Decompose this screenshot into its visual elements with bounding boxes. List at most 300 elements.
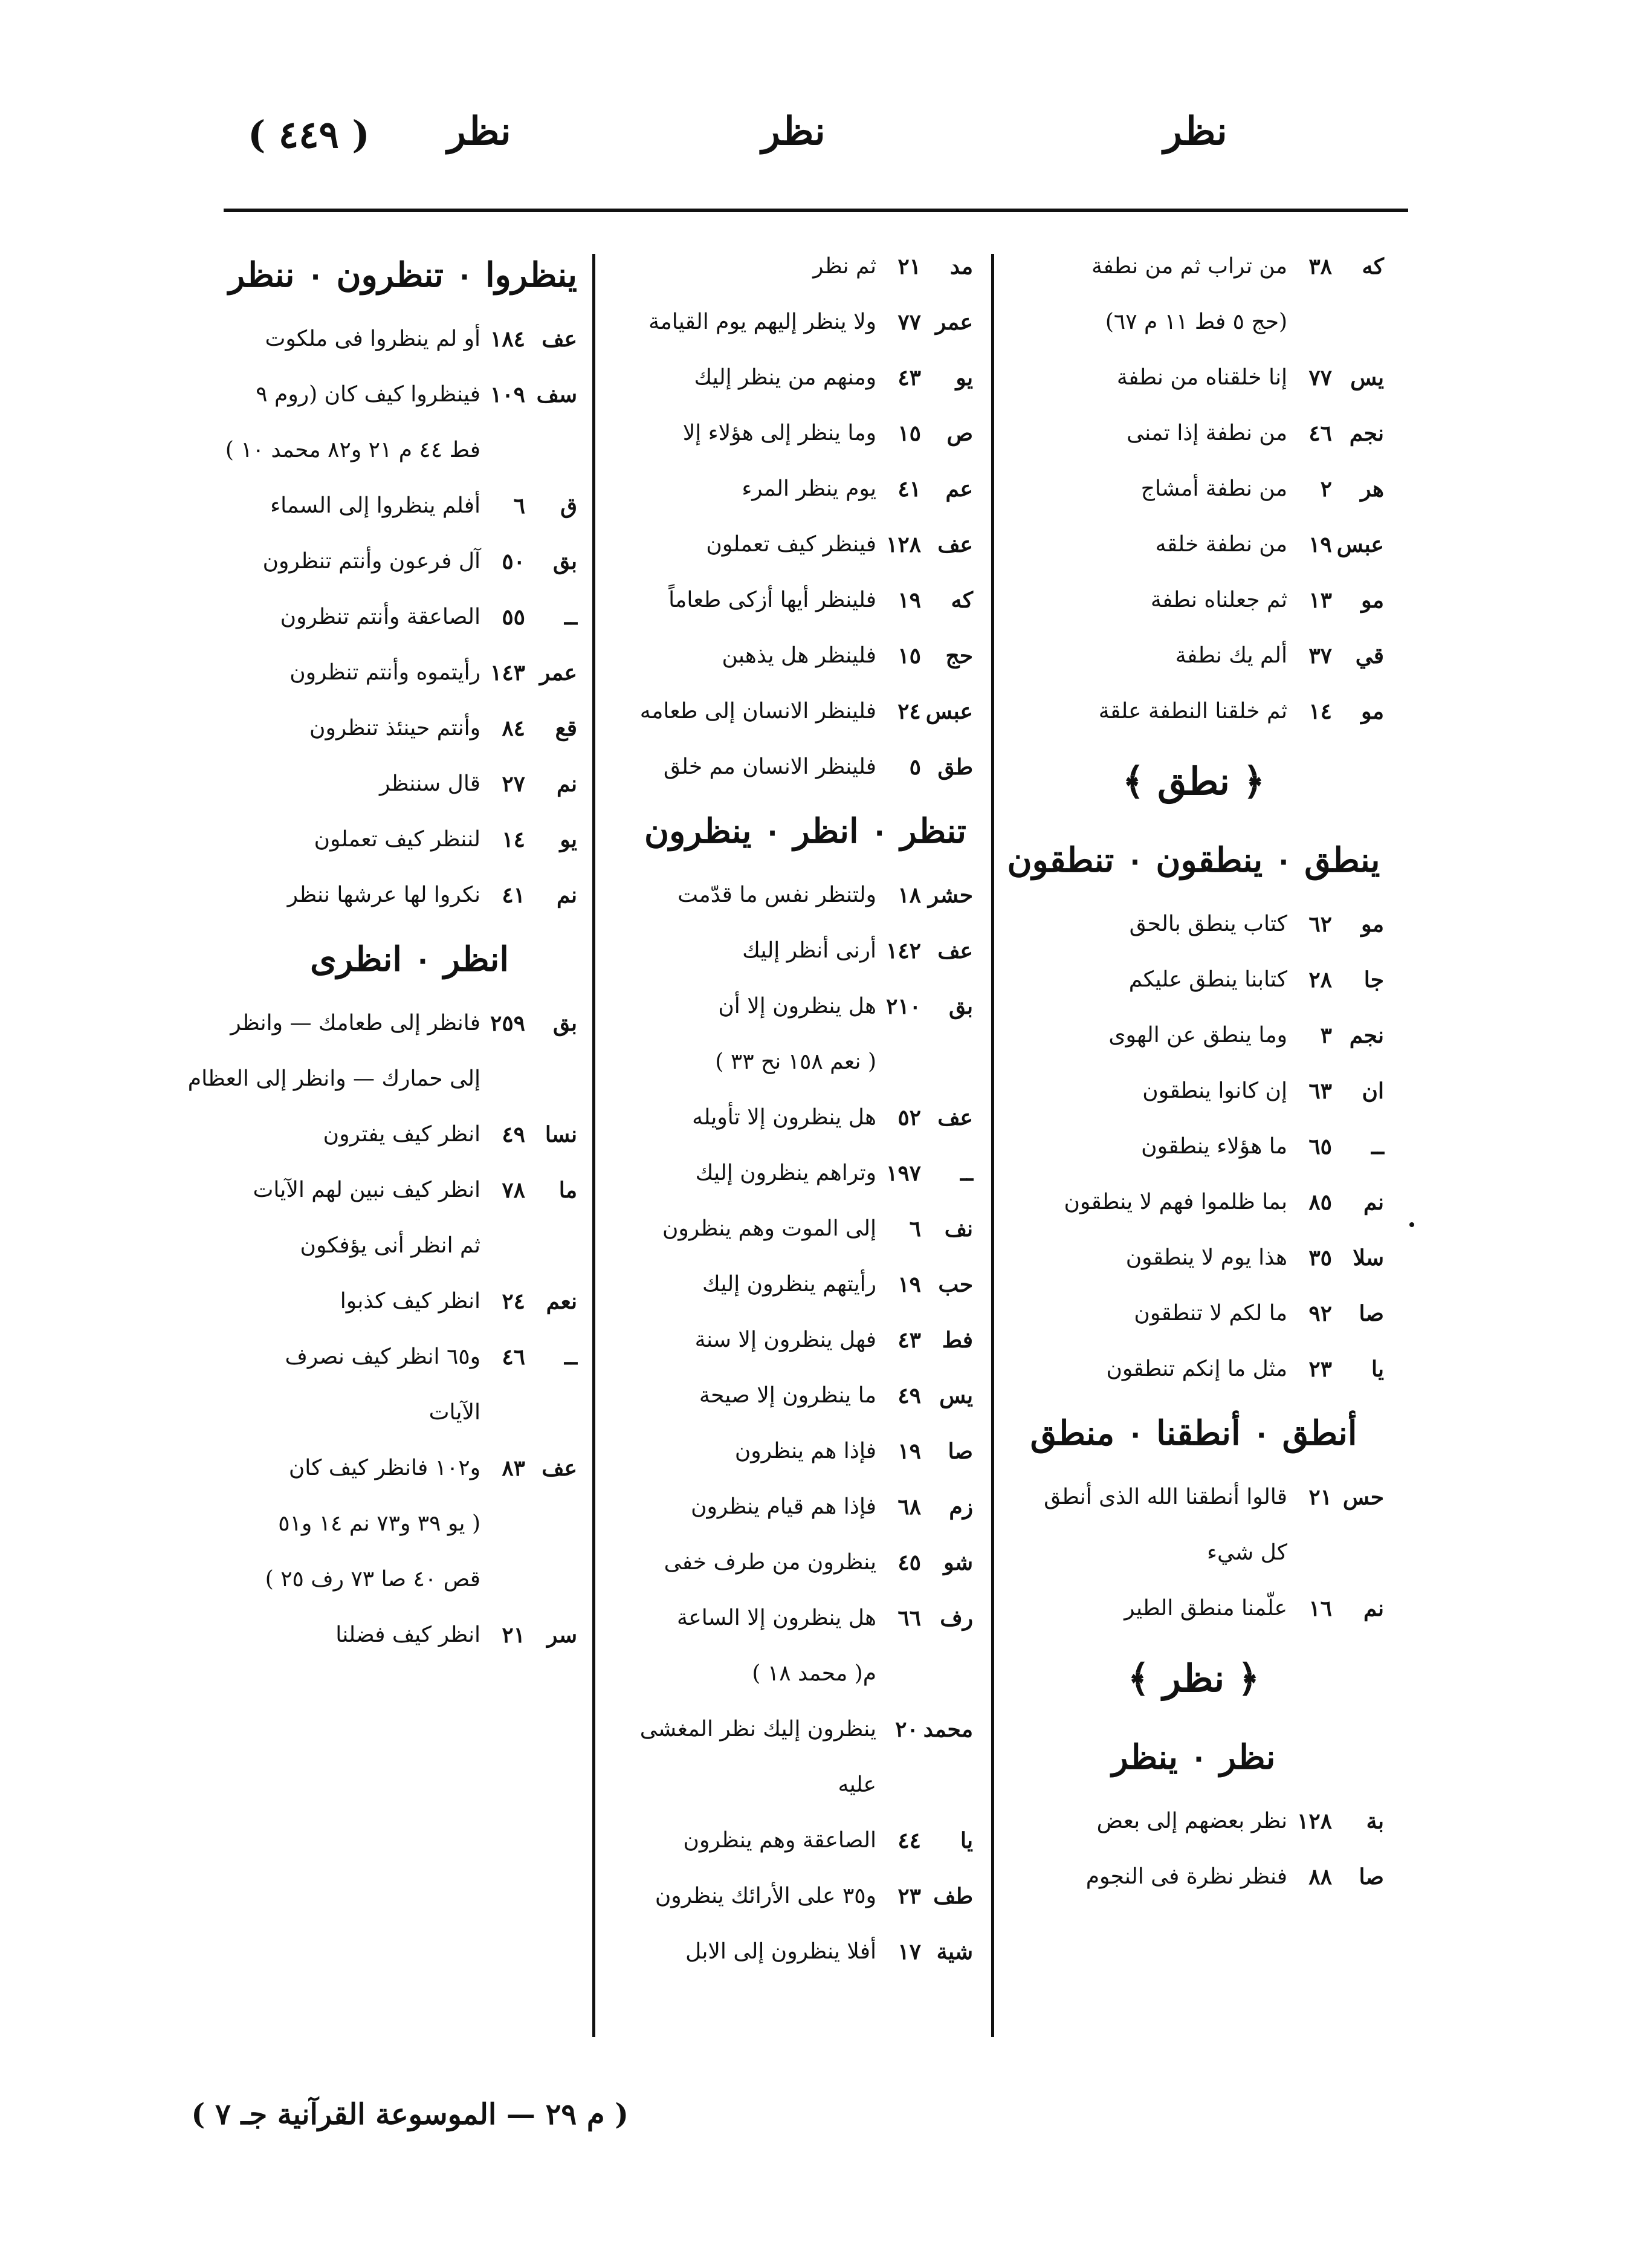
entry-row: [638, 1702, 973, 1757]
verse-number: ٤٦: [502, 1344, 525, 1370]
entry-reference: [1287, 1008, 1384, 1063]
entry-row: [242, 1440, 577, 1496]
entry-reference: [1287, 1230, 1384, 1286]
sura-abbrev: يس: [939, 1383, 973, 1408]
stray-dot: [1409, 1222, 1414, 1227]
sura-abbrev: يا: [960, 1828, 973, 1853]
sura-abbrev: عف: [542, 1456, 577, 1481]
entry-row: [1003, 1581, 1384, 1636]
verse-number: ٢٤: [502, 1289, 525, 1314]
sura-abbrev: عف: [937, 532, 973, 557]
sura-abbrev: نجم: [1349, 1023, 1384, 1048]
entry-text: نكروا لها عرشها ننظر: [287, 883, 480, 907]
entry-reference: [876, 350, 973, 406]
entry-row: [1003, 1063, 1384, 1119]
entry-text: هذا يوم لا ينطقون: [1125, 1245, 1287, 1270]
entry-text: و٣٥ على الأرائك ينظرون: [655, 1884, 876, 1908]
sura-abbrev: فط: [942, 1327, 973, 1353]
entry-reference: [1287, 461, 1384, 517]
entry-row: [1003, 350, 1384, 406]
sura-abbrev: يا: [1371, 1356, 1384, 1382]
verse-number: ١٦: [1308, 1596, 1332, 1621]
sura-abbrev: سلا: [1353, 1245, 1384, 1271]
entry-continuation: ( يو ٣٩ و٧٣ نم ١٤ و٥١: [278, 1511, 480, 1536]
verse-number: ٥: [909, 754, 921, 780]
column-divider-left: [592, 254, 595, 2037]
sura-abbrev: نم: [557, 883, 577, 908]
entry-row: [638, 1590, 973, 1646]
entry-reference: [480, 645, 577, 701]
entry-text: وما ينطق عن الهوى: [1108, 1023, 1287, 1048]
entry-text: انظر كيف كذبوا: [340, 1289, 480, 1314]
entry-row: [638, 1479, 973, 1535]
entry-row: [638, 1090, 973, 1145]
sura-abbrev: عف: [937, 938, 973, 964]
entry-reference: [876, 1813, 973, 1868]
header-word-right: نظر: [1163, 109, 1227, 154]
root-heading: ﴿ نطق ﴾: [1122, 759, 1265, 803]
sura-abbrev: شو: [943, 1550, 973, 1575]
entry-row: [242, 311, 577, 367]
entry-continuation: كل شيء: [1207, 1540, 1287, 1565]
entry-row: [1003, 952, 1384, 1008]
verse-number: ٣٧: [1308, 643, 1332, 669]
sura-abbrev: بق: [552, 1011, 577, 1036]
sura-abbrev: جا: [1363, 967, 1384, 993]
verse-number: ١٩: [897, 1272, 921, 1297]
verse-number: ٦٥: [1308, 1134, 1332, 1159]
header-word-left: نظر: [447, 109, 511, 154]
entry-reference: [480, 478, 577, 534]
entry-row: [1003, 572, 1384, 628]
verse-number: ١٢٨: [885, 532, 921, 557]
sura-abbrev: بة: [1366, 1809, 1384, 1834]
entry-text: الصاعقة وهم ينظرون: [683, 1828, 876, 1853]
entry-text: من نطفة إذا تمنى: [1127, 421, 1287, 446]
verse-number: ٤٣: [897, 1327, 921, 1353]
section-heading: ينطق ۰ ينطقون ۰ تنطقون: [1007, 840, 1380, 880]
sura-abbrev: صا: [948, 1439, 973, 1464]
sura-abbrev: كه: [951, 588, 973, 613]
entry-row: [638, 294, 973, 350]
entry-reference: [876, 294, 973, 350]
verse-number: ٤١: [897, 476, 921, 502]
entry-text: ولتنظر نفس ما قدّمت: [677, 883, 876, 907]
entry-reference: [876, 406, 973, 461]
verse-number: ١٨٤: [490, 326, 525, 352]
entry-reference: [876, 923, 973, 979]
verse-number: ٤٩: [502, 1122, 525, 1147]
entry-continuation: ( نعم ١٥٨ نح ٣٣ ): [715, 1049, 876, 1074]
sura-abbrev: حج: [945, 643, 973, 669]
entry-text: ما هؤلاء ينطقون: [1141, 1134, 1287, 1159]
entry-row: [638, 1813, 973, 1868]
verse-number: ٦: [909, 1216, 921, 1242]
verse-number: ٢٤: [897, 699, 921, 724]
sura-abbrev: ــ: [960, 1161, 973, 1186]
page-header: [224, 109, 1227, 175]
entry-row: [242, 867, 577, 923]
sura-abbrev: قع: [555, 716, 577, 741]
entry-row: [638, 517, 973, 572]
entry-text: فلينظر الانسان إلى طعامه: [639, 699, 876, 724]
entry-text: كتابنا ينطق عليكم: [1128, 967, 1287, 992]
sura-abbrev: ق: [560, 493, 577, 519]
entry-row: [242, 812, 577, 867]
entry-reference: [480, 534, 577, 589]
entry-text: هل ينظرون إلا الساعة: [676, 1605, 876, 1630]
entry-row: [1003, 1469, 1384, 1525]
entry-row: [1003, 1286, 1384, 1341]
verse-number: ٤٩: [897, 1383, 921, 1408]
entry-reference: [1287, 1849, 1384, 1905]
entry-continuation: عليه: [838, 1772, 876, 1797]
entry-reference: [1287, 572, 1384, 628]
entry-reference: [1287, 1341, 1384, 1397]
entry-text: نظر بعضهم إلى بعض: [1096, 1809, 1287, 1833]
entry-text: فنظر نظرة فى النجوم: [1085, 1864, 1287, 1889]
entry-reference: [480, 1607, 577, 1663]
entry-row: [242, 478, 577, 534]
entry-text: و١٠٢ فانظر كيف كان: [288, 1456, 480, 1480]
sura-abbrev: صا: [1359, 1301, 1384, 1326]
entry-row: [638, 1368, 973, 1424]
entry-row: [638, 406, 973, 461]
verse-number: ٢١: [1308, 1485, 1332, 1510]
entry-row: [638, 739, 973, 795]
entry-row: [1003, 461, 1384, 517]
entry-reference: [876, 572, 973, 628]
entry-reference: [1287, 1063, 1384, 1119]
entry-reference: [1287, 628, 1384, 684]
entry-reference: [876, 1090, 973, 1145]
sura-abbrev: طف: [933, 1884, 973, 1909]
verse-number: ١٤٣: [490, 660, 525, 685]
entry-reference: [876, 684, 973, 739]
verse-number: ٧٧: [1308, 365, 1332, 390]
entry-reference: [480, 867, 577, 923]
verse-number: ١٣: [1308, 588, 1332, 613]
verse-number: ٢١٠: [885, 994, 921, 1019]
entry-text: أرنى أنظر إليك: [742, 938, 876, 963]
sura-abbrev: عبس: [925, 699, 973, 724]
entry-reference: [876, 628, 973, 684]
entry-row: [638, 572, 973, 628]
entry-text: ثم جعلناه نطفة: [1150, 588, 1287, 612]
verse-number: ٦٣: [1308, 1078, 1332, 1104]
page-number: ( ٤٤٩ ): [248, 112, 370, 157]
entry-row: [638, 979, 973, 1034]
entry-row: [638, 239, 973, 294]
entry-row: [242, 1607, 577, 1663]
verse-number: ١٥: [897, 643, 921, 669]
entry-reference: [876, 979, 973, 1034]
verse-number: ٢٧: [502, 771, 525, 797]
entry-reference: [876, 239, 973, 294]
entry-reference: [480, 367, 577, 423]
entry-reference: [876, 517, 973, 572]
header-word-center: نظر: [762, 109, 826, 154]
section-heading: تنظر ۰ انظر ۰ ينظرون: [644, 811, 966, 851]
column-divider-right: [991, 254, 994, 2037]
sura-abbrev: حشر: [928, 883, 973, 908]
entry-continuation: فط ٤٤ م ٢١ و٨٢ محمد ١٠ ): [225, 438, 480, 462]
sura-abbrev: زم: [949, 1494, 973, 1520]
entry-reference: [876, 461, 973, 517]
verse-number: ١٩٧: [885, 1161, 921, 1186]
entry-reference: [480, 996, 577, 1051]
entry-text: ينظرون من طرف خفى: [664, 1550, 876, 1575]
sura-abbrev: عم: [945, 476, 973, 502]
entry-row: [638, 1201, 973, 1257]
verse-number: ٢٣: [1308, 1356, 1332, 1382]
sura-abbrev: يس: [1350, 365, 1384, 390]
verse-number: ١٠٩: [490, 382, 525, 407]
verse-number: ٤٣: [897, 365, 921, 390]
entry-reference: [1287, 684, 1384, 739]
entry-row: [1003, 239, 1384, 294]
entry-row: [242, 1162, 577, 1218]
entry-text: إلى الموت وهم ينظرون: [662, 1216, 876, 1241]
sura-abbrev: عف: [937, 1105, 973, 1130]
entry-row: [638, 1924, 973, 1980]
sura-abbrev: يو: [956, 365, 973, 390]
entry-reference: [876, 1868, 973, 1924]
sura-abbrev: ان: [1362, 1078, 1384, 1104]
sura-abbrev: قي: [1355, 643, 1384, 669]
sura-abbrev: نجم: [1349, 421, 1384, 446]
entry-row: [242, 701, 577, 756]
entry-continuation: الآيات: [428, 1400, 480, 1425]
sura-abbrev: ص: [946, 421, 973, 446]
entry-text: فلينظر الانسان مم خلق: [663, 754, 876, 779]
entry-text: فلينظر أيها أزكى طعاماً: [668, 588, 876, 612]
column-right: [1003, 239, 1384, 1905]
entry-reference: [876, 1312, 973, 1368]
verse-number: ١٤: [1308, 699, 1332, 724]
entry-row: [638, 1868, 973, 1924]
entry-reference: [1287, 896, 1384, 952]
entry-text: وأنتم حينئذ تنظرون: [309, 716, 480, 740]
sura-abbrev: نم: [557, 771, 577, 797]
entry-text: هل ينظرون إلا تأويله: [692, 1105, 876, 1130]
verse-number: ٥٢: [897, 1105, 921, 1130]
entry-row: [638, 628, 973, 684]
entry-row: [242, 534, 577, 589]
entry-text: من نطفة أمشاج: [1140, 476, 1287, 501]
entry-row: [1003, 684, 1384, 739]
entry-text: من نطفة خلقه: [1155, 532, 1287, 557]
entry-reference: [480, 1329, 577, 1385]
entry-text: ما ينظرون إلا صيحة: [699, 1383, 876, 1408]
entry-row: [1003, 1008, 1384, 1063]
verse-number: ٨٣: [502, 1456, 525, 1481]
verse-number: ٢٥٩: [490, 1011, 525, 1036]
entry-row: [638, 923, 973, 979]
verse-number: ٧٨: [502, 1178, 525, 1203]
entry-text: الصاعقة وأنتم تنظرون: [280, 604, 480, 629]
entry-reference: [1287, 1469, 1384, 1525]
sura-abbrev: سف: [536, 382, 577, 407]
entry-row: [638, 1535, 973, 1590]
entry-reference: [1287, 239, 1384, 294]
verse-number: ١٤: [502, 827, 525, 852]
entry-reference: [1287, 1581, 1384, 1636]
sura-abbrev: محمد: [923, 1717, 973, 1742]
verse-number: ١٩: [897, 1439, 921, 1464]
entry-row: [242, 1274, 577, 1329]
entry-text: قال سننظر: [379, 771, 480, 796]
entry-text: و٦٥ انظر كيف نصرف: [285, 1344, 480, 1369]
entry-text: ثم خلقنا النطفة علقة: [1098, 699, 1287, 724]
entry-reference: [876, 1145, 973, 1201]
section-heading: نظر ۰ ينظر: [1111, 1737, 1276, 1777]
verse-number: ٣٨: [1308, 254, 1332, 279]
sura-abbrev: ــ: [564, 1344, 577, 1370]
page-footer: ( م ٢٩ — الموسوعة القرآنية جـ ٧ ): [191, 2098, 629, 2131]
entry-row: [638, 1312, 973, 1368]
entry-text: فينظروا كيف كان (روم ٩: [256, 382, 480, 407]
entry-reference: [876, 1535, 973, 1590]
entry-text: ثم نظر: [813, 254, 876, 279]
entry-row: [1003, 896, 1384, 952]
entry-row: [1003, 517, 1384, 572]
verse-number: ٨٥: [1308, 1190, 1332, 1215]
entry-reference: [1287, 952, 1384, 1008]
entry-row: [1003, 406, 1384, 461]
entry-text: لننظر كيف تعملون: [314, 827, 480, 852]
sura-abbrev: عبس: [1336, 532, 1384, 557]
entry-text: علّمنا منطق الطير: [1124, 1596, 1287, 1621]
entry-reference: [876, 867, 973, 923]
entry-reference: [876, 1368, 973, 1424]
verse-number: ٣٥: [1308, 1245, 1332, 1271]
entry-text: يوم ينظر المرء: [742, 476, 876, 501]
entry-text: وما ينظر إلى هؤلاء إلا: [682, 421, 876, 446]
sura-abbrev: شية: [936, 1939, 973, 1965]
entry-text: ومنهم من ينظر إليك: [694, 365, 876, 390]
entry-reference: [480, 812, 577, 867]
verse-number: ٦٦: [897, 1605, 921, 1631]
entry-text: هل ينظرون إلا أن: [718, 994, 876, 1019]
entry-text: فهل ينظرون إلا سنة: [694, 1327, 876, 1352]
verse-number: ٨٤: [502, 716, 525, 741]
entry-text: ولا ينظر إليهم يوم القيامة: [648, 309, 876, 334]
entry-text: انظر كيف يفترون: [323, 1122, 480, 1147]
entry-text: انظر كيف فضلنا: [335, 1622, 480, 1647]
sura-abbrev: بق: [948, 994, 973, 1019]
sura-abbrev: حب: [938, 1272, 973, 1297]
entry-continuation: ثم انظر أنى يؤفكون: [300, 1233, 480, 1258]
entry-row: [242, 1107, 577, 1162]
verse-number: ٢٣: [897, 1884, 921, 1909]
entry-reference: [1287, 1119, 1384, 1174]
entry-row: [1003, 1793, 1384, 1849]
sura-abbrev: سر: [546, 1622, 577, 1648]
verse-number: ١٤٢: [885, 938, 921, 964]
entry-row: [638, 1424, 973, 1479]
entry-continuation: قص ٤٠ صا ٧٣ رف ٢٥ ): [265, 1567, 480, 1592]
entry-row: [230, 996, 577, 1051]
verse-number: ٤٤: [897, 1828, 921, 1853]
sura-abbrev: صا: [1359, 1864, 1384, 1890]
entry-text: فإذا هم قيام ينظرون: [691, 1494, 876, 1519]
verse-number: ١٩: [1308, 532, 1332, 557]
verse-number: ١٥: [897, 421, 921, 446]
sura-abbrev: عف: [542, 326, 577, 352]
verse-number: ٤١: [502, 883, 525, 908]
section-heading: انظر ۰ انظرى: [310, 939, 509, 979]
entry-continuation: (حج ٥ فط ١١ م ٦٧): [1105, 309, 1287, 334]
entry-continuation: إلى حمارك — وانظر إلى العظام: [187, 1066, 480, 1091]
entry-reference: [480, 1440, 577, 1496]
entry-row: [638, 461, 973, 517]
sura-abbrev: مو: [1361, 912, 1384, 937]
sura-abbrev: نسا: [545, 1122, 577, 1147]
entry-row: [638, 1145, 973, 1201]
entry-row: [242, 756, 577, 812]
entry-text: فإذا هم ينظرون: [734, 1439, 876, 1463]
entry-reference: [1287, 350, 1384, 406]
verse-number: ٧٧: [897, 309, 921, 335]
entry-row: [1003, 1341, 1384, 1397]
entry-row: [1003, 628, 1384, 684]
verse-number: ٩٢: [1308, 1301, 1332, 1326]
sura-abbrev: رف: [940, 1605, 973, 1631]
verse-number: ٥٠: [502, 549, 525, 574]
entry-reference: [876, 1201, 973, 1257]
verse-number: ٣: [1320, 1023, 1332, 1048]
sura-abbrev: مو: [1361, 699, 1384, 724]
entry-text: ألم يك نطفة: [1175, 643, 1287, 668]
sura-abbrev: يو: [560, 827, 577, 852]
entry-reference: [1287, 517, 1384, 572]
entry-text: إن كانوا ينطقون: [1142, 1078, 1287, 1103]
entry-continuation: م( محمد ١٨ ): [752, 1661, 876, 1686]
verse-number: ٦: [513, 493, 525, 519]
sura-abbrev: هر: [1360, 476, 1384, 502]
sura-abbrev: عمر: [539, 660, 577, 685]
entry-text: فلينظر هل يذهبن: [722, 643, 876, 668]
verse-number: ٥٥: [502, 604, 525, 630]
entry-row: [1003, 1174, 1384, 1230]
sura-abbrev: طق: [937, 754, 973, 780]
sura-abbrev: نف: [944, 1216, 973, 1242]
sura-abbrev: كه: [1362, 254, 1384, 279]
verse-number: ٢: [1320, 476, 1332, 502]
entry-reference: [480, 1274, 577, 1329]
column-middle: [638, 239, 973, 1980]
sura-abbrev: نعم: [546, 1289, 577, 1314]
sura-abbrev: ــ: [1371, 1134, 1384, 1159]
entry-text: أفلا ينظرون إلى الابل: [685, 1939, 876, 1964]
entry-row: [1003, 1230, 1384, 1286]
sura-abbrev: نم: [1363, 1596, 1384, 1621]
entry-reference: [480, 756, 577, 812]
entry-text: كتاب ينطق بالحق: [1129, 912, 1287, 936]
entry-row: [1003, 1119, 1384, 1174]
verse-number: ٢٠: [895, 1717, 919, 1742]
verse-number: ١٨: [897, 883, 921, 908]
verse-number: ٢١: [502, 1622, 525, 1648]
verse-number: ١٧: [897, 1939, 921, 1965]
section-heading: أنطق ۰ أنطقنا ۰ منطق: [1030, 1413, 1357, 1453]
verse-number: ٨٨: [1308, 1864, 1332, 1890]
sura-abbrev: مد: [949, 254, 973, 279]
entry-reference: [480, 1107, 577, 1162]
entry-text: من تراب ثم من نطفة: [1091, 254, 1287, 279]
entry-reference: [876, 1924, 973, 1980]
